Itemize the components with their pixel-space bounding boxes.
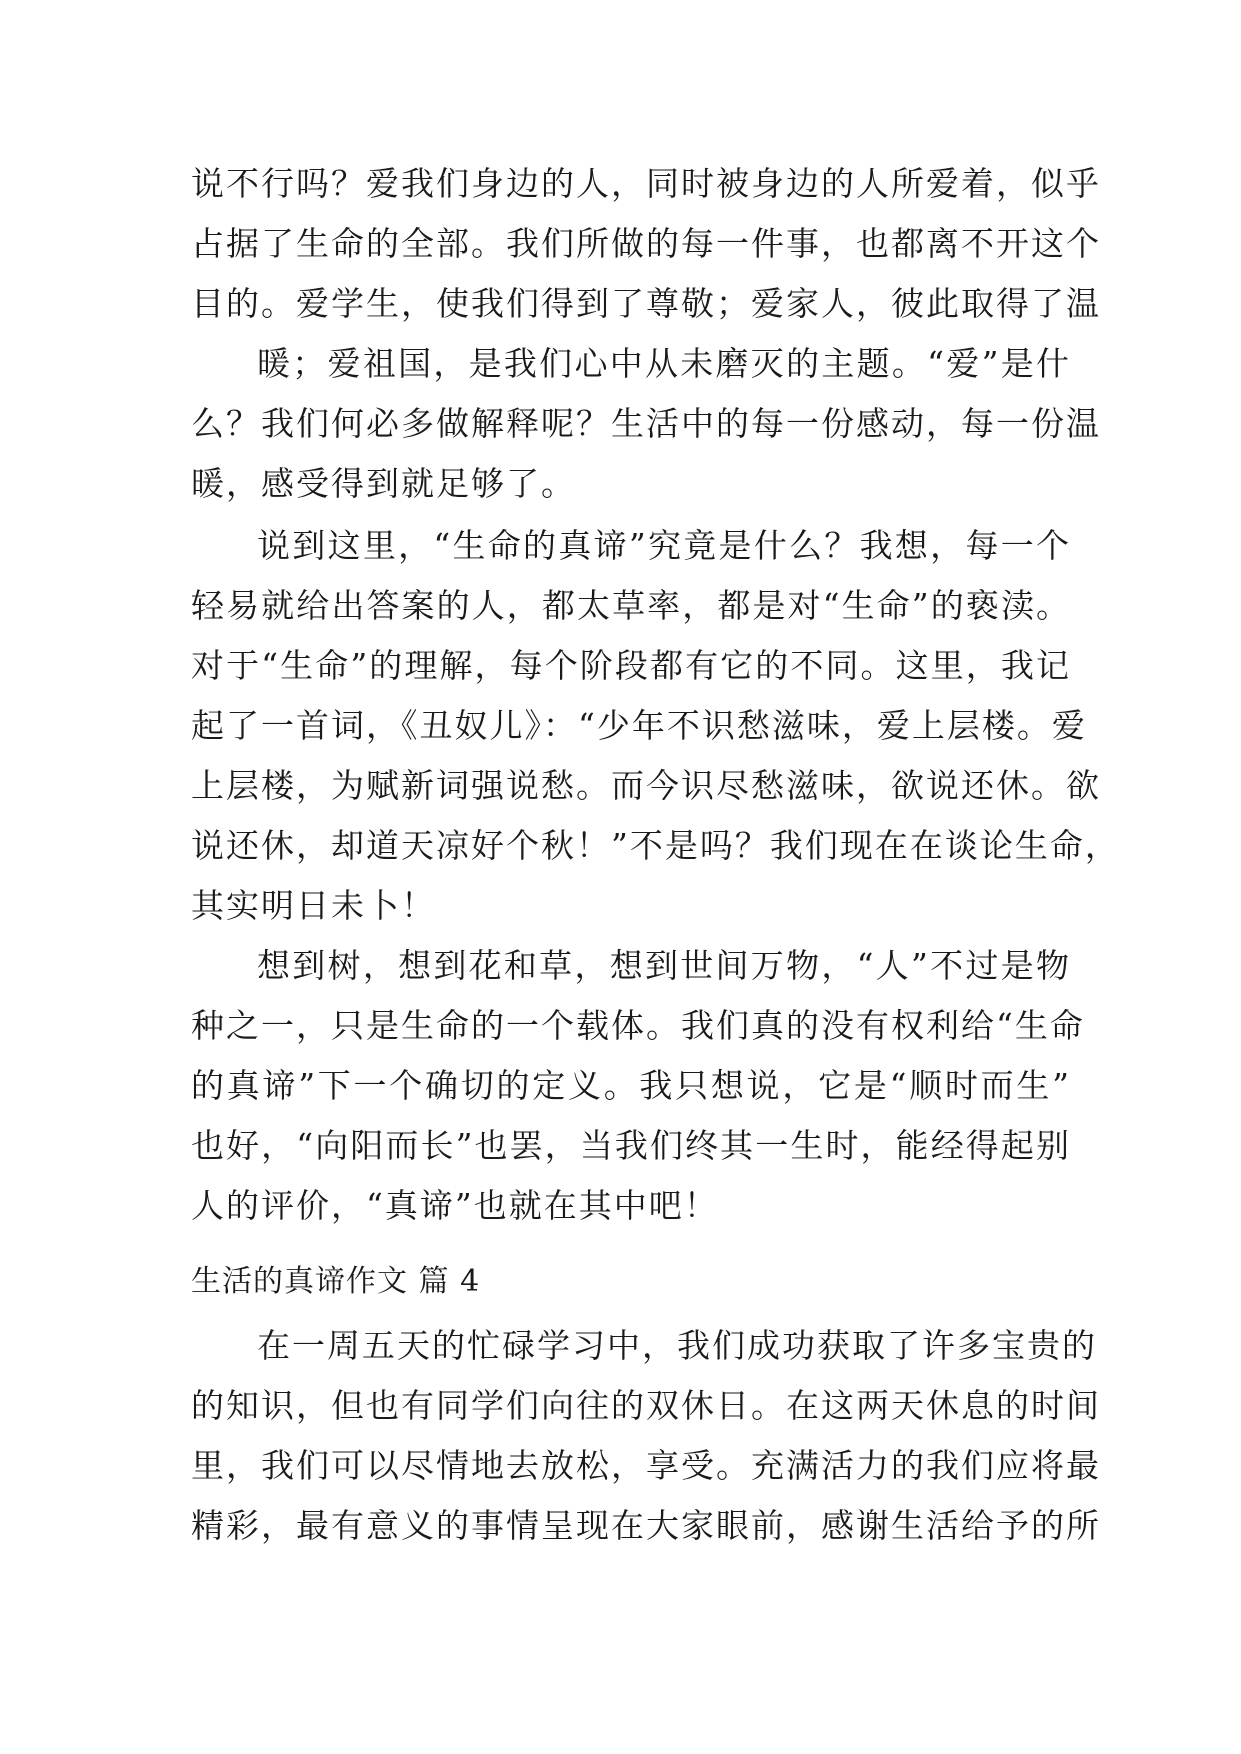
text-line: 上层楼，为赋新词强说愁。而今识尽愁滋味，欲说还休。欲	[191, 766, 1101, 805]
text-line: 起了一首词，《丑奴儿》：“少年不识愁滋味，爱上层楼。爱	[191, 706, 1087, 745]
text-line: 暖，感受得到就足够了。	[191, 464, 576, 503]
text-line: 对于“生命”的理解，每个阶段都有它的不同。这里，我记	[191, 646, 1071, 685]
text-line: 在一周五天的忙碌学习中，我们成功获取了许多宝贵的	[257, 1326, 1097, 1365]
text-line: 么？我们何必多做解释呢？生活中的每一份感动，每一份温	[191, 404, 1101, 443]
text-line: 目的。爱学生，使我们得到了尊敬；爱家人，彼此取得了温	[191, 284, 1101, 323]
text-line: 轻易就给出答案的人，都太草率，都是对“生命”的亵渎。	[191, 586, 1071, 625]
text-line: 说不行吗？爱我们身边的人，同时被身边的人所爱着，似乎	[191, 164, 1101, 203]
text-line: 的知识，但也有同学们向往的双休日。在这两天休息的时间	[191, 1386, 1101, 1425]
text-line: 人的评价，“真谛”也就在其中吧！	[191, 1186, 719, 1225]
section-heading: 生活的真谛作文 篇 4	[191, 1264, 481, 1299]
text-line: 说到这里，“生命的真谛”究竟是什么？我想，每一个	[257, 526, 1071, 565]
text-line: 占据了生命的全部。我们所做的每一件事，也都离不开这个	[191, 224, 1101, 263]
text-line: 说还休，却道天凉好个秋！”不是吗？我们现在在谈论生命，	[191, 826, 1120, 865]
text-line: 也好，“向阳而长”也罢，当我们终其一生时，能经得起别	[191, 1126, 1071, 1165]
text-line: 的真谛”下一个确切的定义。我只想说，它是“顺时而生”	[191, 1066, 1071, 1105]
text-line: 种之一，只是生命的一个载体。我们真的没有权利给“生命	[191, 1006, 1085, 1045]
text-line: 暖；爱祖国，是我们心中从未磨灭的主题。“爱”是什	[257, 344, 1071, 383]
text-line: 想到树，想到花和草，想到世间万物，“人”不过是物	[257, 946, 1071, 985]
text-line: 里，我们可以尽情地去放松，享受。充满活力的我们应将最	[191, 1446, 1101, 1485]
text-line: 精彩，最有意义的事情呈现在大家眼前，感谢生活给予的所	[191, 1506, 1101, 1545]
text-line: 其实明日未卜！	[191, 886, 436, 925]
